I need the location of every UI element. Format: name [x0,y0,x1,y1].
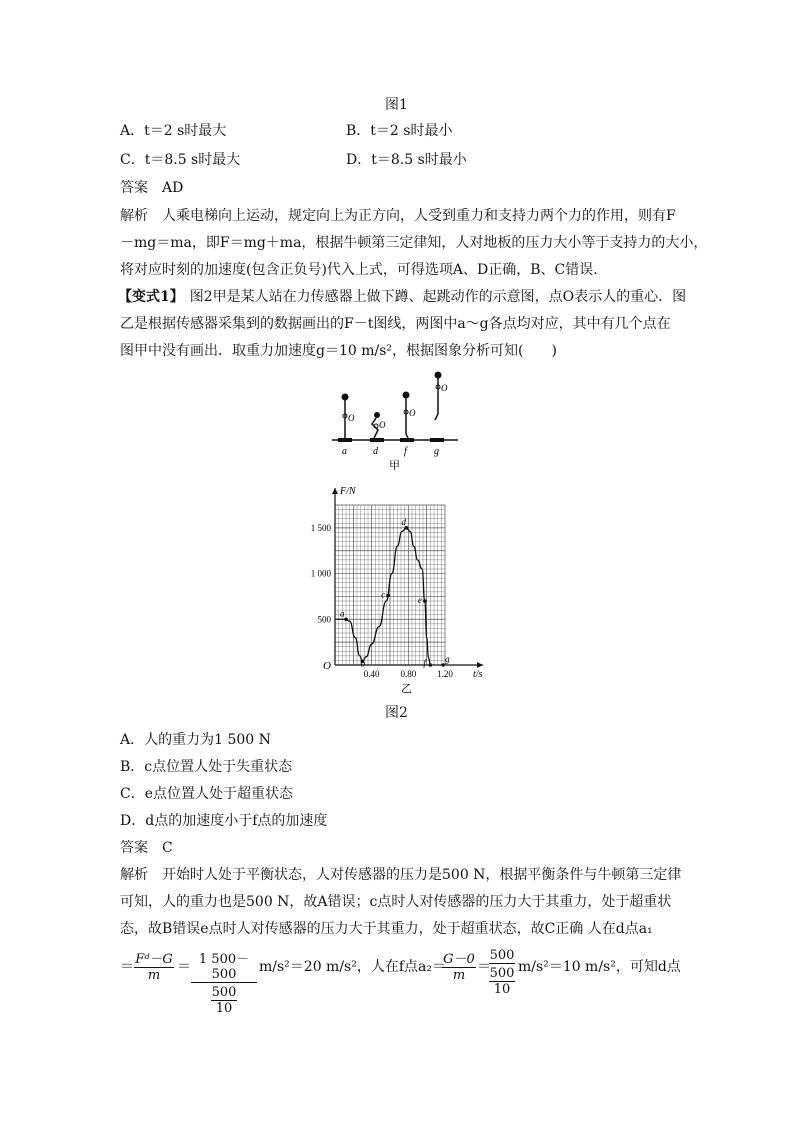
x-axis-arrow [477,662,483,668]
sub-numerator: 500 [489,966,515,981]
analysis-text: 开始时人处于平衡状态，人对传感器的压力是500 N，根据平衡条件与牛顿第三定律 [162,867,682,883]
fraction-1500-minus-500 [191,948,257,1016]
sub-denominator: 10 [489,981,515,997]
formula-tail: m/s²＝10 m/s²，可知d点 [518,959,681,975]
q2-analysis-line-3: 态，故B错误e点时人对传感器的压力大于其重力，处于超重状态，故C正确 人在d点a₁ [120,921,653,937]
option-text: d点的加速度小于f点的加速度 [145,813,328,829]
answer-label: 答案 [120,180,148,196]
formula-eq2: ＝ [177,959,191,975]
o-label: O [379,420,386,430]
x-tick-label: 0.40 [363,669,380,679]
chart-caption: 乙 [401,682,412,695]
variant-text: 图2甲是某人站在力传感器上做下蹲、起跳动作的示意图，点O表示人的重心．图 [189,289,687,305]
numerator: 500 [489,948,515,963]
formula-mid: m/s²＝20 m/s²，人在f点a₂＝ [259,959,446,975]
q1-analysis-line-2: －mg＝ma，即F＝mg＋ma，根据牛顿第三定律知，人对地板的压力大小等于支持力的大小， [120,235,708,251]
option-key: D． [120,813,146,829]
sensor-plate [430,438,444,442]
head [374,412,380,418]
data-point-c [386,594,390,598]
point-label-a: a [342,446,347,457]
sensor-plate [370,438,384,442]
sub-numerator: 500 [211,985,237,1000]
o-label: O [348,413,355,423]
option-key: A． [120,732,145,748]
option-text: c点位置人处于失重状态 [144,759,293,775]
x-tick-label: 0.80 [400,669,417,679]
option-key: C． [120,786,145,802]
o-label: O [441,383,448,393]
fig1-caption: 图1 [385,97,408,113]
point-label-g: g [434,446,439,457]
q1-option-b [346,122,452,140]
option-text: e点位置人处于超重状态 [144,786,294,802]
data-point-f [429,663,433,667]
fig2-caption: 图2 [385,705,408,721]
data-point-label-e: e [417,595,422,605]
option-text: t＝2 s时最大 [144,123,227,139]
chart-grid [335,505,445,665]
denominator [489,963,515,997]
q2-option-a [120,731,271,749]
data-point-label-c: c [381,589,386,600]
denominator: m [134,967,174,983]
origin-label: O [323,660,331,672]
formula-eq1: ＝ [120,959,134,975]
sensor-plate [338,438,352,442]
q2-analysis-line-2: 可知，人的重力也是500 N，故A错误；c点时人对传感器的压力大于其重力，处于超重状 [120,894,672,910]
answer-value: C [162,840,173,856]
q2-option-c [120,785,293,803]
figure-jia-caption: 甲 [389,459,400,472]
formula-eq3: ＝ [477,959,491,975]
head [435,372,442,379]
option-key: C． [120,152,145,168]
analysis-label: 解析 [120,867,148,883]
y-tick-label: 500 [317,614,331,625]
y-tick-label: 1 000 [310,568,331,579]
variant-line-3: 图甲中没有画出．取重力加速度g＝10 m/s²，根据图象分析可知( ) [120,343,557,359]
chart-points [340,517,450,668]
sensor-plate [400,438,414,442]
q1-analysis-line-3: 将对应时刻的加速度(包含正负号)代入上式，可得选项A、D正确，B、C错误. [120,262,598,278]
analysis-label: 解析 [120,208,148,224]
q1-option-d [346,151,467,169]
numerator: G－0 [443,952,475,967]
x-axis-label: t/s [473,669,483,680]
q1-answer [120,179,183,197]
force-time-chart [295,480,495,700]
data-point-e [423,599,427,603]
x-tick-label: 1.20 [437,669,453,679]
q2-analysis-line-1 [120,866,681,884]
data-point-a [344,617,348,621]
o-label: O [409,408,416,418]
figure-jia [320,368,470,473]
option-key: A． [120,123,145,139]
head [342,394,349,401]
data-point-label-d: d [401,516,406,527]
y-axis-label: F/N [340,486,356,497]
denominator [191,982,257,1016]
y-axis-arrow [332,488,338,494]
option-key: B． [346,123,371,139]
data-point-label-g: g [445,654,450,664]
q2-option-d [120,812,327,830]
option-key: D． [346,152,372,168]
denominator: m [442,967,476,983]
data-point-label-f: f [423,658,426,668]
q1-option-c [120,151,240,169]
data-point-label-a: a [340,608,345,619]
q2-option-b [120,758,292,776]
option-text: t＝8.5 s时最大 [144,152,241,168]
fraction-500-over [489,948,515,997]
answer-value: AD [162,180,184,196]
y-tick-label: 1 500 [310,522,331,533]
data-point-label-b: b [360,658,365,669]
fraction-fd-minus-g [134,948,174,983]
option-text: 人的重力为1 500 N [144,732,271,748]
numerator: 1 500－500 [198,952,250,982]
option-key: B． [120,759,145,775]
q1-analysis-line-1 [120,207,676,225]
point-label-f: f [404,446,407,457]
option-text: t＝8.5 s时最小 [371,152,467,168]
variant-line-1 [118,288,686,306]
sub-denominator: 10 [211,1000,237,1016]
numerator: Fᵈ－G [135,952,173,967]
head [403,392,410,399]
analysis-text: 人乘电梯向上运动，规定向上为正方向，人受到重力和支持力两个力的作用，则有F [162,208,676,224]
variant-line-2: 乙是根据传感器采集到的数据画出的F－t图线，两图中a～g各点均对应，其中有几个点在 [120,316,671,332]
q2-answer [120,839,173,857]
q1-option-a [120,122,226,140]
point-label-d: d [373,446,378,457]
option-text: t＝2 s时最小 [370,123,453,139]
answer-label: 答案 [120,840,148,856]
fraction-g-minus-0 [442,948,476,983]
variant-tag: 【变式1】 [118,289,184,305]
